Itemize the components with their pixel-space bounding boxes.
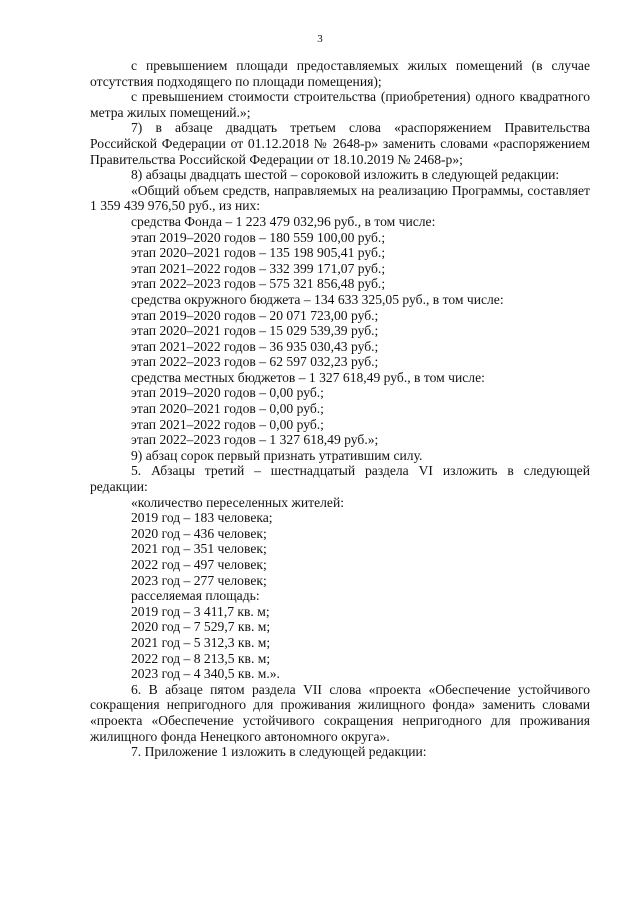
paragraph: 9) абзац сорок первый признать утратившим силу. — [131, 447, 423, 463]
paragraph: 2019 год – 183 человека; — [131, 510, 273, 526]
paragraph: средства окружного бюджета – 134 633 325,05 руб., в том числе: — [131, 291, 504, 307]
paragraph: этап 2019–2020 годов – 180 559 100,00 руб.; — [131, 229, 386, 245]
paragraph: «Общий объем средств, направляемых на реализацию Программы, составляет 1 359 439 976,50 руб., из них: — [90, 182, 590, 214]
paragraph: этап 2019–2020 годов – 0,00 руб.; — [131, 385, 324, 401]
paragraph: этап 2022–2023 годов – 575 321 856,48 руб.; — [131, 276, 386, 292]
paragraph: «количество переселенных жителей: — [131, 494, 345, 510]
paragraph: 2022 год – 8 213,5 кв. м; — [131, 650, 271, 666]
paragraph: 7) в абзаце двадцать третьем слова «распоряжением Правительства Российской Федерации от 01.12.2018 № 2648-р» заменить словами «распоряжением Правительства Российской Федерации от 18.10.2019 № 2468-р»; — [90, 120, 590, 167]
paragraph: этап 2021–2022 годов – 0,00 руб.; — [131, 416, 324, 432]
paragraph: этап 2020–2021 годов – 135 198 905,41 руб.; — [131, 245, 386, 261]
paragraph: средства местных бюджетов – 1 327 618,49 руб., в том числе: — [131, 369, 485, 385]
paragraph: 2019 год – 3 411,7 кв. м; — [131, 603, 270, 619]
paragraph: 2022 год – 497 человек; — [131, 557, 267, 572]
paragraph: 2021 год – 5 312,3 кв. м; — [131, 634, 271, 650]
paragraph: этап 2021–2022 годов – 36 935 030,43 руб.; — [131, 338, 379, 354]
paragraph: с превышением стоимости строительства (приобретения) одного квадратного метра жилых помещений.»; — [90, 89, 590, 120]
paragraph: этап 2022–2023 годов – 62 597 032,23 руб.; — [131, 354, 379, 370]
paragraph: этап 2021–2022 годов – 332 399 171,07 руб.; — [131, 260, 386, 276]
paragraph: средства Фонда – 1 223 479 032,96 руб., в том числе: — [131, 213, 436, 229]
document-body — [90, 58, 590, 760]
page-number: 3 — [317, 33, 323, 45]
paragraph: этап 2022–2023 годов – 1 327 618,49 руб.»; — [131, 432, 379, 448]
paragraph: 5. Абзацы третий – шестнадцатый раздела VI изложить в следующей редакции: — [90, 463, 590, 495]
paragraph: 2023 год – 277 человек; — [131, 572, 267, 588]
paragraph: этап 2019–2020 годов – 20 071 723,00 руб.; — [131, 307, 379, 323]
paragraph: 8) абзацы двадцать шестой – сороковой изложить в следующей редакции: — [131, 167, 560, 183]
paragraph: 2021 год – 351 человек; — [131, 541, 267, 557]
paragraph: этап 2020–2021 годов – 15 029 539,39 руб.; — [131, 323, 379, 339]
paragraph: расселяемая площадь: — [131, 588, 260, 604]
paragraph: 2020 год – 436 человек; — [131, 525, 267, 541]
paragraph: 7. Приложение 1 изложить в следующей редакции: — [131, 744, 427, 760]
paragraph: этап 2020–2021 годов – 0,00 руб.; — [131, 401, 324, 417]
paragraph: 6. В абзаце пятом раздела VII слова «проекта «Обеспечение устойчивого сокращения непригодного для проживания жилищного фонда» заменить словами «проекта «Обеспечение устойчивого сокращения непригодного для проживания жилищного фонда Ненецкого автономного округа». — [90, 681, 590, 744]
paragraph: 2020 год – 7 529,7 кв. м; — [131, 619, 271, 635]
paragraph: 2023 год – 4 340,5 кв. м.». — [131, 666, 280, 682]
paragraph: с превышением площади предоставляемых жилых помещений (в случае отсутствия подходящего по площади помещения); — [90, 58, 590, 89]
